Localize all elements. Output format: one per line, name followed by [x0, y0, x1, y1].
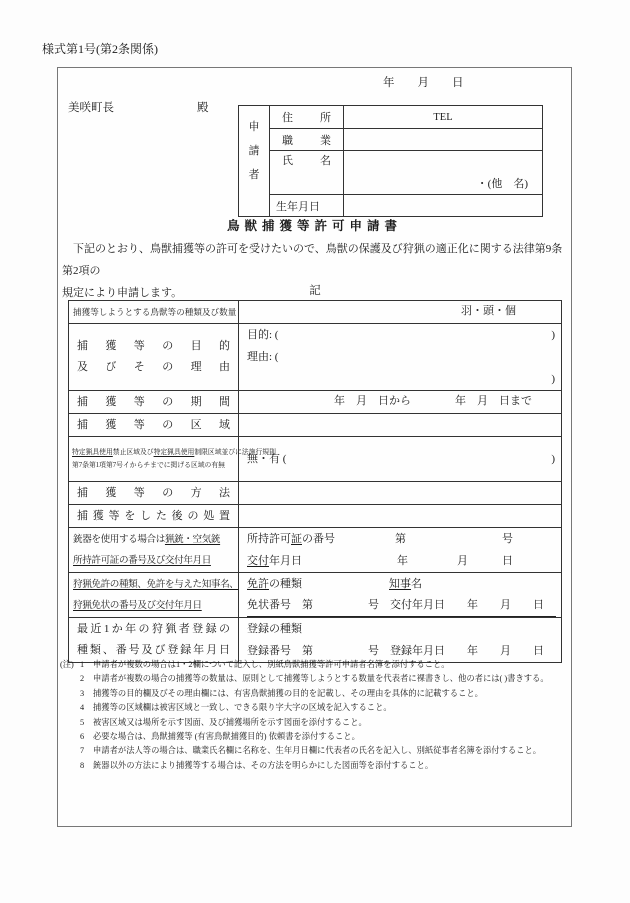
area-label: 捕獲等の区域	[77, 418, 230, 431]
hunting-license-label-line2: 狩猟免状の番号及び交付年月日	[73, 600, 202, 611]
note-text: 申請者が法人等の場合は、職業氏名欄に名称を、生年月日欄に代表者の氏名を記入し、別紙従事者名簿を添付すること。	[93, 746, 542, 756]
permit-no-suffix-label: 号	[502, 533, 513, 545]
tel-label: TEL	[433, 111, 453, 123]
disposal-label-cell	[69, 505, 239, 527]
species-row	[69, 301, 561, 323]
addressee-name: 美咲町長	[68, 102, 114, 114]
purpose-input-cell[interactable]	[239, 324, 561, 390]
notes-section	[60, 658, 568, 773]
main-table	[68, 300, 562, 663]
disposal-row	[69, 504, 561, 527]
outer-border-box	[57, 67, 572, 827]
name-input-cell[interactable]	[343, 150, 542, 194]
species-input-cell[interactable]	[239, 301, 561, 323]
address-tel-input-cell[interactable]	[343, 106, 542, 128]
area-row	[69, 413, 561, 436]
notes-mark: (注)	[60, 660, 74, 669]
ki-heading: 記	[309, 285, 321, 297]
reason-open-label: 理由: (	[247, 351, 279, 363]
gun-permit-label-line1: 銃器を使用する場合は猟銃・空気銃	[73, 534, 221, 545]
name-label: 氏 名	[282, 155, 331, 167]
tool-area-value-open: 無・有 (	[247, 453, 287, 465]
disposal-label: 捕獲等をした後の処置	[77, 509, 230, 522]
form-code-label: 様式第1号(第2条関係)	[42, 42, 158, 56]
note-text: 捕獲等の区域欄は被害区域と一致し、できる限り字大字の区域を記入すること。	[93, 703, 392, 713]
note-item: 4 捕獲等の区域欄は被害区域と一致し、できる限り字大字の区域を記入すること。	[60, 701, 568, 715]
permit-no-prefix-label: 第	[395, 533, 406, 545]
note-text: 銃器以外の方法により捕獲等する場合は、その方法を明らかにした図面等を添付すること。	[93, 760, 434, 770]
note-item: (注) 1 申請者が複数の場合は1・2欄について記入し、別紙鳥獣捕獲等許可申請者名簿を添付すること。	[60, 658, 568, 672]
honorific-label: 殿	[197, 102, 209, 114]
applicant-char-2: 請	[248, 145, 260, 157]
note-item: 7 申請者が法人等の場合は、職業氏名欄に名称を、生年月日欄に代表者の氏名を記入し、別紙従事者名簿を添付すること。	[60, 744, 568, 758]
note-item: 5 被害区域又は場所を示す図面、及び捕獲場所を示す図面を添付すること。	[60, 716, 568, 730]
registration-type-label: 登録の種類	[247, 623, 302, 635]
species-label-cell	[69, 301, 239, 323]
gun-permit-label-cell	[69, 528, 239, 572]
permit-issue-date-label: 交付年月日	[247, 555, 302, 567]
period-label: 捕獲等の期間	[77, 395, 230, 408]
hunting-license-row	[69, 572, 561, 617]
intro-line-1: 下記のとおり、鳥獣捕獲等の許可を受けたいので、鳥獣の保護及び狩猟の適正化に関する法律第9条第2項の	[62, 243, 563, 277]
applicant-char-3: 者	[248, 169, 260, 181]
species-unit-label: 羽・頭・個	[461, 305, 516, 317]
name-label-cell	[269, 150, 343, 194]
note-text: 被害区域又は場所を示す図面、及び捕獲場所を示す図面を添付すること。	[93, 717, 367, 727]
note-text: 必要な場合は、鳥獣捕獲等 (有害鳥獣捕獲目的) 依頼書を添付すること。	[93, 732, 360, 742]
hunting-license-input-cell[interactable]	[239, 573, 561, 617]
note-item: 3 捕獲等の目的欄及びその理由欄には、有害鳥獣捕獲の目的を記載し、その理由を具体的に記載すること。	[60, 687, 568, 701]
tool-area-input-cell[interactable]	[239, 437, 561, 481]
purpose-label-line2: 及びその理由	[77, 361, 230, 373]
applicant-char-1: 申	[248, 121, 260, 133]
tool-area-row	[69, 436, 561, 481]
gun-permit-label-line2: 所持許可証の番号及び交付年月日	[73, 555, 211, 566]
license-type-label: 免許の種類	[247, 578, 302, 590]
address-label-cell	[269, 106, 343, 128]
note-text: 捕獲等の目的欄及びその理由欄には、有害鳥獣捕獲の目的を記載し、その理由を具体的に記載すること。	[93, 688, 483, 698]
hunter-registration-label-line2: 種類、番号及び登録年月日	[77, 644, 230, 656]
area-label-cell	[69, 414, 239, 436]
page-title: 鳥獣捕獲等許可申請書	[226, 219, 402, 233]
governor-name-label: 知事名	[389, 578, 422, 590]
hunting-license-label-cell	[69, 573, 239, 617]
purpose-open-label: 目的: (	[247, 329, 279, 341]
intro-line-2: 規定により申請します。	[62, 287, 183, 299]
permit-month-label: 月	[457, 555, 468, 567]
reason-close-label: )	[551, 373, 555, 385]
tool-area-value-close: )	[551, 453, 555, 465]
permit-number-label: 所持許可証の番号	[247, 533, 335, 545]
permit-day-label: 日	[502, 555, 513, 567]
hunter-registration-row	[69, 617, 561, 662]
hunter-registration-label-line1: 最近1か年の狩猟者登録の	[77, 623, 230, 635]
occupation-label: 職 業	[282, 134, 331, 147]
birthdate-input-cell[interactable]	[343, 194, 542, 216]
applicant-table	[238, 105, 543, 217]
disposal-input-cell[interactable]	[239, 505, 561, 527]
hunting-license-label-line1: 狩猟免許の種類、免許を与えた知事名、	[73, 579, 239, 590]
tool-area-label-line2: 第7条第1項第7号イからチまでに掲げる区域の有無	[72, 462, 225, 469]
address-label: 住 所	[282, 112, 331, 124]
note-item: 6 必要な場合は、鳥獣捕獲等 (有害鳥獣捕獲目的) 依頼書を添付すること。	[60, 730, 568, 744]
purpose-label-line1: 捕獲等の目的	[77, 340, 230, 352]
note-item: 2 申請者が複数の場合の捕獲等の数量は、原則として捕獲等しようとする数量を代表者に裸書きし、他の者には( )書きする。	[60, 672, 568, 686]
name-suffix-label: ・(他 名)	[476, 178, 528, 190]
period-value-labels: 年 月 日から 年 月 日まで	[334, 395, 532, 407]
area-input-cell[interactable]	[239, 414, 561, 436]
note-text: 申請者が複数の場合の捕獲等の数量は、原則として捕獲等しようとする数量を代表者に裸書きし、他の者には( )書きする。	[93, 674, 549, 684]
period-row	[69, 390, 561, 413]
species-label: 捕獲等しようとする鳥獣等の種類及び数量	[73, 306, 237, 317]
registration-number-line: 登録番号 第 号 登録年月日 年 月 日	[247, 645, 544, 657]
method-input-cell[interactable]	[239, 482, 561, 504]
permit-year-label: 年	[397, 555, 408, 567]
gun-permit-row	[69, 527, 561, 572]
purpose-label-cell	[69, 324, 239, 390]
period-input-cell[interactable]	[239, 391, 561, 413]
tool-area-label-line1: 特定猟具使用禁止区域及び特定猟具使用制限区域並びに法施行規則	[72, 449, 276, 456]
method-label: 捕獲等の方法	[77, 486, 230, 499]
method-row	[69, 481, 561, 504]
method-label-cell	[69, 482, 239, 504]
purpose-close-label: )	[551, 329, 555, 341]
occupation-label-cell	[269, 128, 343, 150]
applicant-group-label	[239, 106, 269, 216]
date-line: 年 月 日	[383, 77, 464, 89]
hunter-registration-label-cell	[69, 618, 239, 662]
occupation-input-cell[interactable]	[343, 128, 542, 150]
hunter-registration-input-cell[interactable]	[239, 618, 561, 662]
birthdate-label-cell	[269, 194, 343, 216]
gun-permit-input-cell[interactable]	[239, 528, 561, 572]
birthdate-label: 生年月日	[276, 200, 320, 213]
period-label-cell	[69, 391, 239, 413]
note-text: 申請者が複数の場合は1・2欄について記入し、別紙鳥獣捕獲等許可申請者名簿を添付すること。	[93, 660, 450, 669]
note-item: 8 銃器以外の方法により捕獲等する場合は、その方法を明らかにした図面等を添付すること。	[60, 759, 568, 773]
license-number-line: 免状番号 第 号 交付年月日 年 月 日	[247, 595, 556, 617]
purpose-row	[69, 323, 561, 390]
